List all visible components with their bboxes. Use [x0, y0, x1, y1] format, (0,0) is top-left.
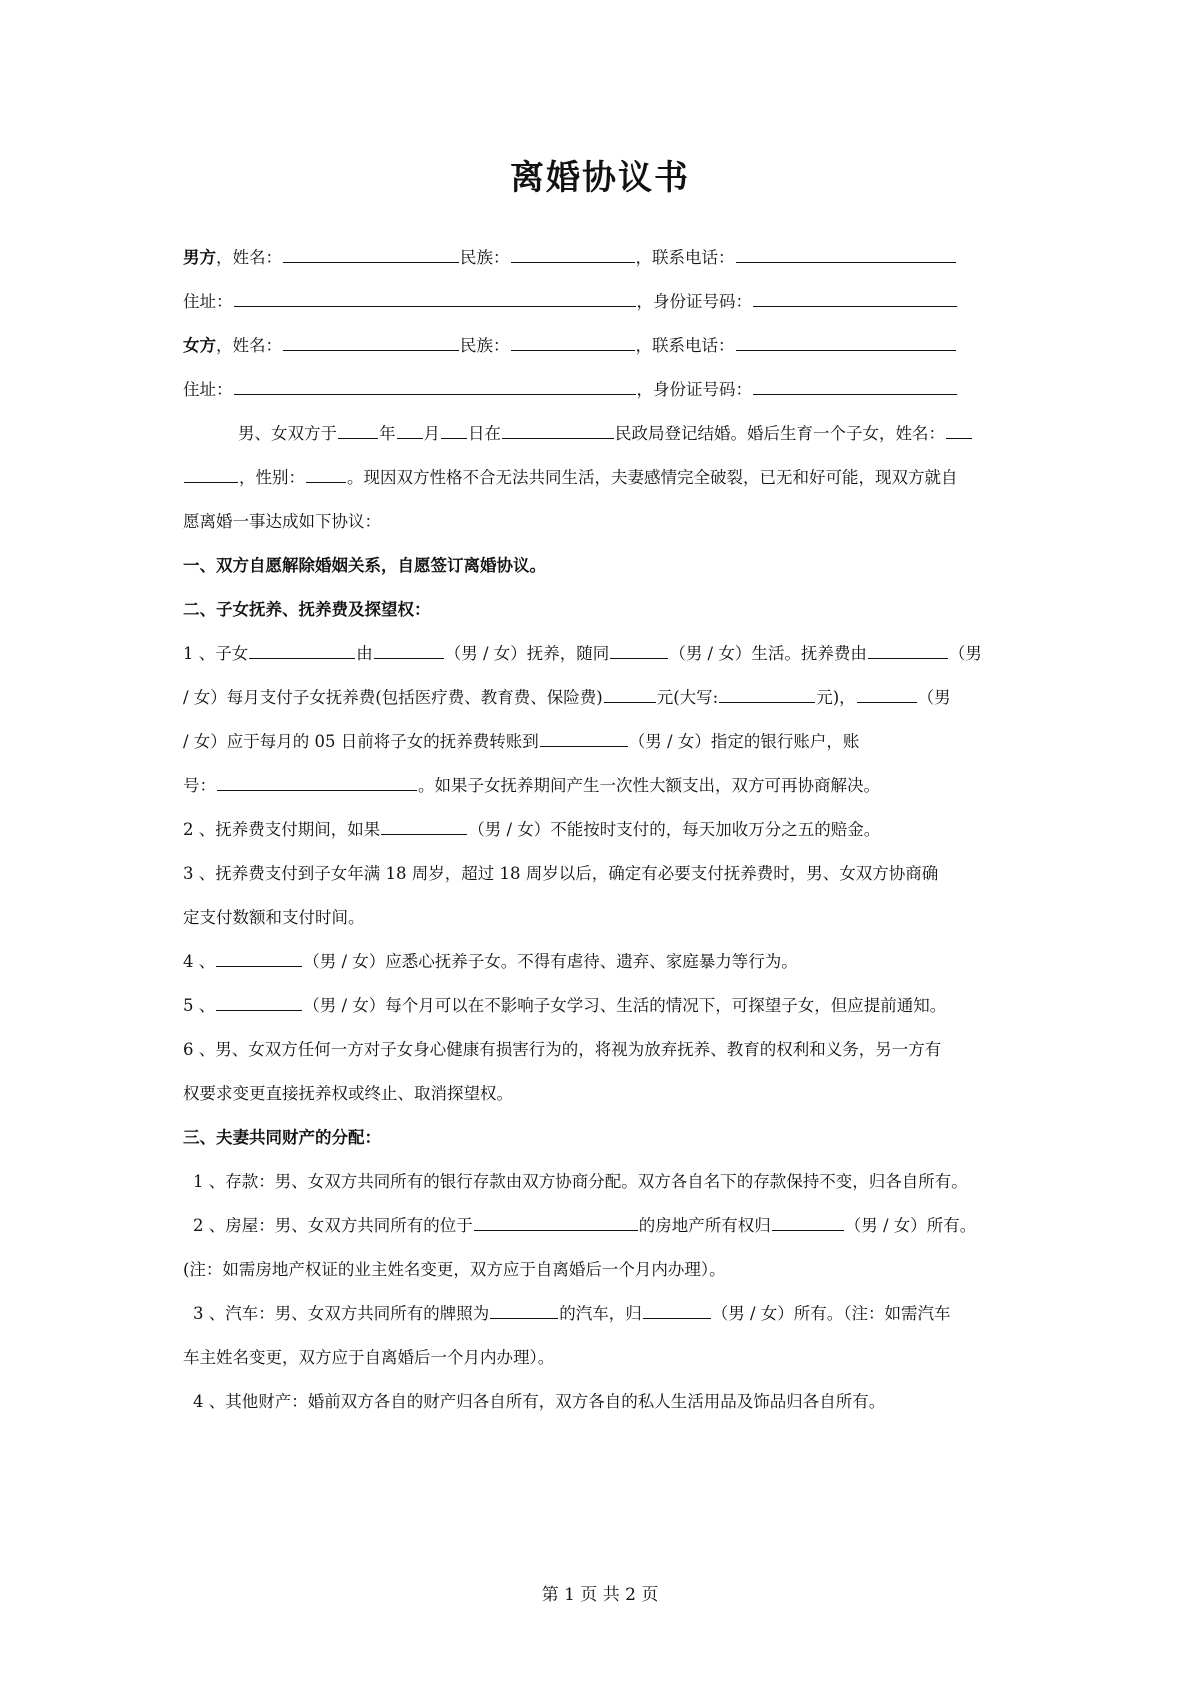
section-1-heading: 一、双方自愿解除婚姻关系，自愿签订离婚协议。: [183, 556, 546, 575]
property-4: 4 、其他财产：婚前双方各自的财产归各自所有，双方各自的私人生活用品及饰品归各自所有。: [193, 1392, 886, 1411]
clause-text: 2 、房屋：男、女双方共同所有的位于: [193, 1216, 473, 1235]
male-address-field[interactable]: [234, 290, 636, 307]
month-label: 月: [423, 424, 440, 443]
clause-1-line-3: [183, 730, 1025, 754]
marriage-day-field[interactable]: [441, 422, 467, 439]
plate-number-field[interactable]: [490, 1302, 558, 1319]
clause-text: 3 、汽车：男、女双方共同所有的牌照为: [193, 1304, 490, 1323]
clause-text: 5 、: [183, 996, 216, 1015]
male-phone-field[interactable]: [736, 246, 956, 263]
car-owner-field[interactable]: [643, 1302, 711, 1319]
ethnicity-label: 民族：: [460, 336, 510, 355]
clause-text: 2 、抚养费支付期间，如果: [183, 820, 381, 839]
clause-text: （男: [948, 644, 982, 663]
marriage-text: 民政局登记结婚。婚后生育一个子女，姓名：: [615, 424, 945, 443]
female-address-row: [183, 378, 1025, 402]
property-2-line-2: (注：如需房地产权证的业主姓名变更，双方应于自离婚后一个月内办理）。: [183, 1260, 726, 1279]
clause-text: 4 、: [183, 952, 216, 971]
amount-words-field[interactable]: [719, 686, 815, 703]
male-address-row: [183, 290, 1025, 314]
clause-6-line-1: 6 、男、女双方任何一方对子女身心健康有损害行为的，将视为放弃抚养、教育的权利和义务，另一方有: [183, 1040, 942, 1059]
female-name-field[interactable]: [283, 334, 459, 351]
clause-5: [183, 994, 1025, 1018]
clause-text: 元)，: [816, 688, 856, 707]
clause-text: 的房地产所有权归: [638, 1216, 771, 1235]
clause-text: 号：: [183, 776, 216, 795]
marriage-line-3: 愿离婚一事达成如下协议：: [183, 512, 381, 531]
clause-6-line-2: 权要求变更直接抚养权或终止、取消探望权。: [183, 1084, 513, 1103]
house-owner-field[interactable]: [772, 1214, 844, 1231]
clause-text: 1 、子女: [183, 644, 249, 663]
property-1: 1 、存款：男、女双方共同所有的银行存款由双方协商分配。双方各自名下的存款保持不变，归各自所有。: [193, 1172, 968, 1191]
address-label: 住址：: [183, 292, 233, 311]
marriage-text: 。现因双方性格不合无法共同生活，夫妻感情完全破裂，已无和好可能，现双方就自: [347, 468, 958, 487]
property-2-line-1: [193, 1214, 1025, 1238]
clause-1-line-1: [183, 642, 1025, 666]
late-payer-field[interactable]: [381, 818, 467, 835]
document-title: 离婚协议书: [510, 158, 690, 198]
clause-text: 。如果子女抚养期间产生一次性大额支出，双方可再协商解决。: [418, 776, 880, 795]
clause-text: （男 / 女）所有。: [844, 1216, 977, 1235]
female-ethnicity-field[interactable]: [511, 334, 635, 351]
clause-text: / 女）应于每月的 05 日前将子女的抚养费转账到: [183, 732, 539, 751]
marriage-line-1: [238, 422, 1025, 446]
property-3-line-2: 车主姓名变更，双方应于自离婚后一个月内办理）。: [183, 1348, 555, 1367]
clause-text: 元(大写:: [656, 688, 719, 707]
amount-field[interactable]: [604, 686, 656, 703]
section-2-heading: 二、子女抚养、抚养费及探望权：: [183, 600, 431, 619]
clause-text: 的汽车，归: [559, 1304, 642, 1323]
name-label: ，姓名：: [216, 248, 282, 267]
female-info-row: [183, 334, 1025, 358]
child-name-field[interactable]: [946, 422, 972, 439]
ethnicity-label: 民族：: [460, 248, 510, 267]
clause-text: （男 / 女）每个月可以在不影响子女学习、生活的情况下，可探望子女，但应提前通知。: [303, 996, 947, 1015]
gender-label: ，性别：: [239, 468, 305, 487]
name-label: ，姓名：: [216, 336, 282, 355]
clause-3-line-2: 定支付数额和支付时间。: [183, 908, 365, 927]
phone-label: ，联系电话：: [635, 336, 735, 355]
caregiver-field[interactable]: [216, 950, 302, 967]
clause-3-line-1: 3 、抚养费支付到子女年满 18 周岁，超过 18 周岁以后，确定有必要支付抚养费时，男、女双方协商确: [183, 864, 939, 883]
phone-label: ，联系电话：: [635, 248, 735, 267]
male-info-row: [183, 246, 1025, 270]
address-label: 住址：: [183, 380, 233, 399]
transfer-party-field[interactable]: [857, 686, 917, 703]
child-name-field-cont[interactable]: [184, 466, 238, 483]
marriage-month-field[interactable]: [397, 422, 423, 439]
clause-1-line-2: [183, 686, 1025, 710]
page-footer: 第 1 页 共 2 页: [541, 1585, 659, 1605]
id-label: ，身份证号码：: [636, 380, 752, 399]
clause-text: （男 / 女）生活。抚养费由: [669, 644, 867, 663]
recipient-field[interactable]: [540, 730, 628, 747]
clause-text: （男 / 女）不能按时支付的，每天加收万分之五的赔金。: [468, 820, 881, 839]
clause-text: （男 / 女）应悉心抚养子女。不得有虐待、遗弃、家庭暴力等行为。: [303, 952, 798, 971]
clause-text: （男 / 女）指定的银行账户，账: [628, 732, 860, 751]
clause-4: [183, 950, 1025, 974]
clause-text: （男: [917, 688, 951, 707]
male-label: 男方: [183, 248, 216, 267]
marriage-line-2: [183, 466, 1025, 490]
clause-text: （男 / 女）所有。（注：如需汽车: [711, 1304, 951, 1323]
custodian-field[interactable]: [374, 642, 444, 659]
visitor-field[interactable]: [216, 994, 302, 1011]
male-name-field[interactable]: [283, 246, 459, 263]
clause-2: [183, 818, 1025, 842]
clause-text: （男 / 女）抚养，随同: [444, 644, 610, 663]
male-id-field[interactable]: [753, 290, 957, 307]
female-phone-field[interactable]: [736, 334, 956, 351]
registry-office-field[interactable]: [502, 422, 614, 439]
female-id-field[interactable]: [753, 378, 957, 395]
female-address-field[interactable]: [234, 378, 636, 395]
year-label: 年: [379, 424, 396, 443]
payer-field[interactable]: [868, 642, 948, 659]
id-label: ，身份证号码：: [636, 292, 752, 311]
marriage-year-field[interactable]: [338, 422, 378, 439]
clause-text: / 女）每月支付子女抚养费(包括医疗费、教育费、保险费): [183, 688, 603, 707]
section-3-heading: 三、夫妻共同财产的分配：: [183, 1128, 381, 1147]
day-label: 日在: [468, 424, 501, 443]
female-label: 女方: [183, 336, 216, 355]
live-with-field[interactable]: [610, 642, 668, 659]
child-gender-field[interactable]: [306, 466, 346, 483]
account-number-field[interactable]: [217, 774, 417, 791]
marriage-text: 男、女双方于: [238, 424, 337, 443]
property-3-line-1: [193, 1302, 1025, 1326]
male-ethnicity-field[interactable]: [511, 246, 635, 263]
clause-text: 由: [356, 644, 373, 663]
house-location-field[interactable]: [474, 1214, 638, 1231]
clause-1-line-4: [183, 774, 1025, 798]
child-field[interactable]: [249, 642, 355, 659]
